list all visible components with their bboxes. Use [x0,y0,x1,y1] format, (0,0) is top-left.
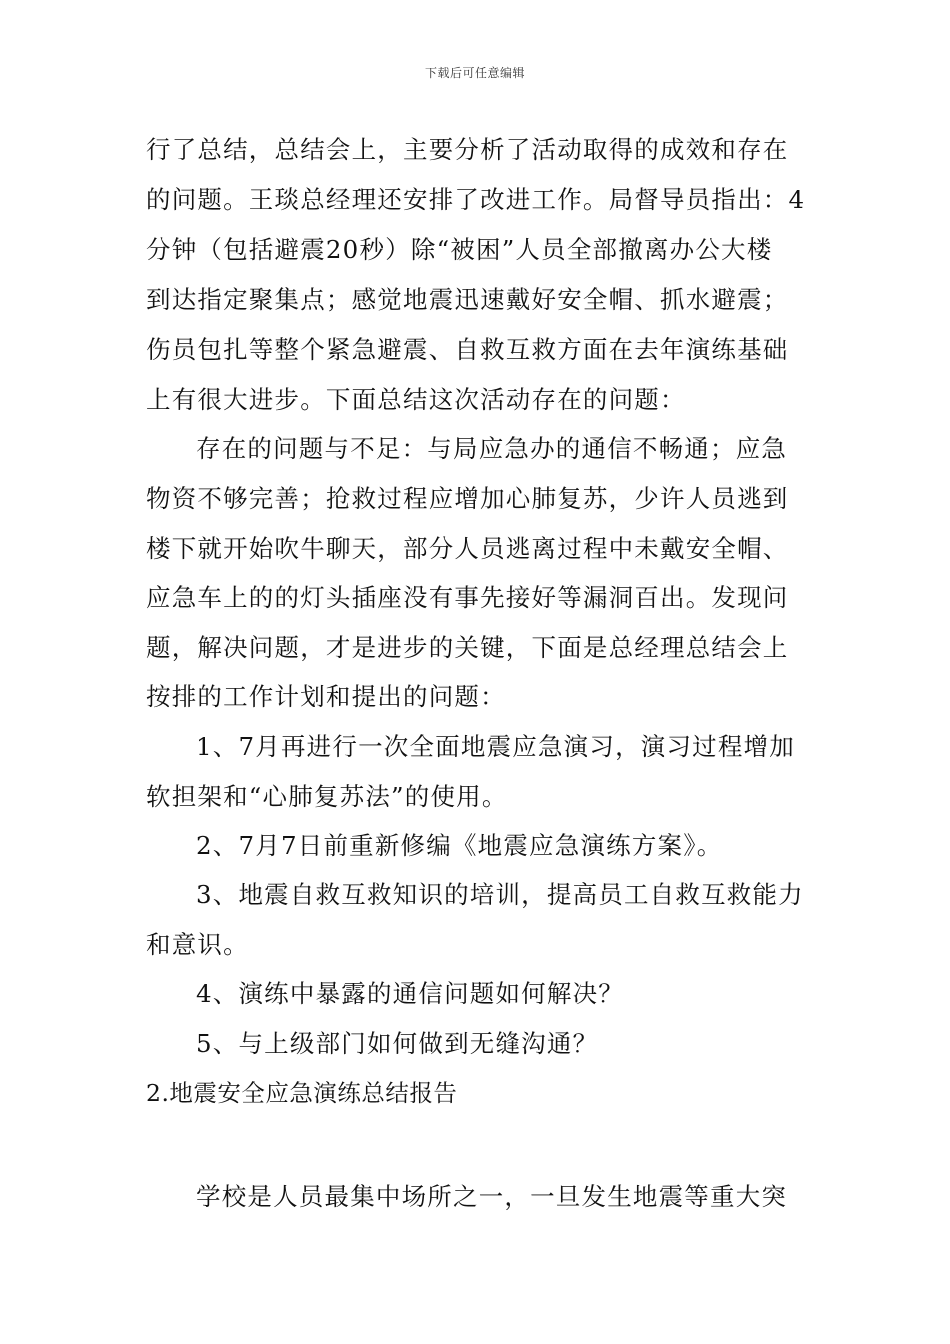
text-line: 应急车上的的灯头插座没有事先接好等漏洞百出。发现问 [146,583,789,612]
list-item-1: 1、7月再进行一次全面地震应急演习，演习过程增加 [196,732,795,761]
text-line: 上有很大进步。下面总结这次活动存在的问题： [146,385,686,414]
list-item-4: 4、演练中暴露的通信问题如何解决？ [196,979,624,1008]
list-item-2: 2、7月7日前重新修编《地震应急演练方案》。 [196,831,723,860]
text-line: 的问题。王琰总经理还安排了改进工作。局督导员指出：4 [146,185,806,214]
paragraph-first-line: 存在的问题与不足：与局应急办的通信不畅通；应急 [196,434,788,463]
text-line: 物资不够完善；抢救过程应增加心肺复苏，少许人员逃到 [146,484,789,513]
text-line: 到达指定聚集点；感觉地震迅速戴好安全帽、抓水避震； [146,285,789,314]
text-line: 楼下就开始吹牛聊天，部分人员逃离过程中未戴安全帽、 [146,534,789,563]
list-item-1-continued: 软担架和“心肺复苏法”的使用。 [146,782,508,811]
page-header: 下载后可任意编辑 [424,66,525,80]
text-line: 分钟（包括避震20秒）除“被困”人员全部撤离办公大楼 [146,235,773,264]
list-item-3: 3、地震自救互救知识的培训，提高员工自救互救能力 [196,880,804,909]
paragraph-first-line: 学校是人员最集中场所之一，一旦发生地震等重大突 [196,1182,788,1211]
text-line: 按排的工作计划和提出的问题： [146,682,506,711]
text-line: 行了总结，总结会上，主要分析了活动取得的成效和存在 [146,135,789,164]
list-item-5: 5、与上级部门如何做到无缝沟通？ [196,1029,599,1058]
list-item-3-continued: 和意识。 [146,930,249,959]
text-line: 题，解决问题，才是进步的关键，下面是总经理总结会上 [146,633,789,662]
section-heading: 2.地震安全应急演练总结报告 [146,1079,458,1107]
text-line: 伤员包扎等整个紧急避震、自救互救方面在去年演练基础 [146,335,789,364]
